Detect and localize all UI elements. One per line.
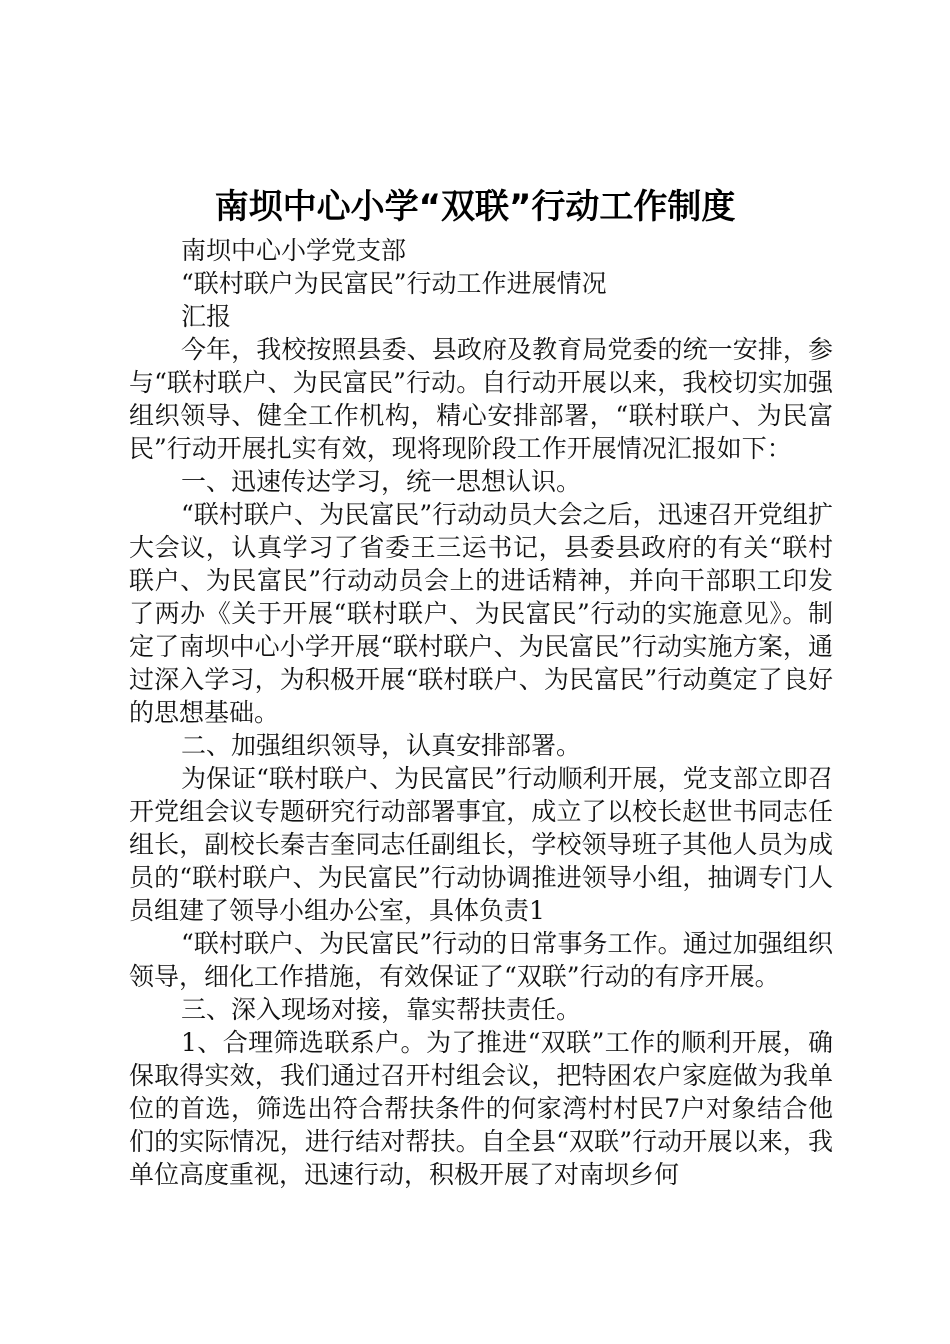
section-heading: 三、深入现场对接，靠实帮扶责任。 [181, 995, 582, 1024]
document-body [129, 234, 833, 1191]
body-paragraph: 1、合理筛选联系户。为了推进“双联”工作的顺利开展，确保取得实效，我们通过召开村组会议，把特困农户家庭做为我单位的首选，筛选出符合帮扶条件的何家湾村村民7户对象结合他们的实际情况，进行结对帮扶。自全县“双联”行动开展以来，我单位高度重视，迅速行动，积极开展了对南坝乡何 [129, 1028, 833, 1189]
author-line: 南坝中心小学党支部 [181, 236, 407, 265]
body-paragraph: 为保证“联村联户、为民富民”行动顺利开展，党支部立即召开党组会议专题研究行动部署事宜，成立了以校长赵世书同志任组长，副校长秦吉奎同志任副组长，学校领导班子其他人员为成员的“联村联户、为民富民”行动协调推进领导小组，抽调专门人员组建了领导小组办公室，具体负责1 [129, 764, 833, 925]
subtitle-line: “联村联户为民富民”行动工作进展情况 [181, 269, 607, 298]
body-paragraph: 今年，我校按照县委、县政府及教育局党委的统一安排，参与“联村联户、为民富民”行动。自行动开展以来，我校切实加强组织领导、健全工作机构，精心安排部署，“联村联户、为民富民”行动开展扎实有效，现将现阶段工作开展情况汇报如下： [129, 335, 833, 463]
document-title: 南坝中心小学“双联”行动工作制度 [214, 187, 736, 227]
body-paragraph: “联村联户、为民富民”行动动员大会之后，迅速召开党组扩大会议，认真学习了省委王三运书记，县委县政府的有关“联村联户、为民富民”行动动员会上的进话精神，并向干部职工印发了两办《关于开展“联村联户、为民富民”行动的实施意见》。制定了南坝中心小学开展“联村联户、为民富民”行动实施方案，通过深入学习，为积极开展“联村联户、为民富民”行动奠定了良好的思想基础。 [129, 500, 833, 727]
section-heading: 二、加强组织领导，认真安排部署。 [181, 731, 582, 760]
section-heading: 一、迅速传达学习，统一思想认识。 [181, 467, 582, 496]
body-paragraph: “联村联户、为民富民”行动的日常事务工作。通过加强组织领导，细化工作措施，有效保证了“双联”行动的有序开展。 [129, 929, 833, 991]
subtitle-line-continued: 汇报 [181, 302, 232, 331]
